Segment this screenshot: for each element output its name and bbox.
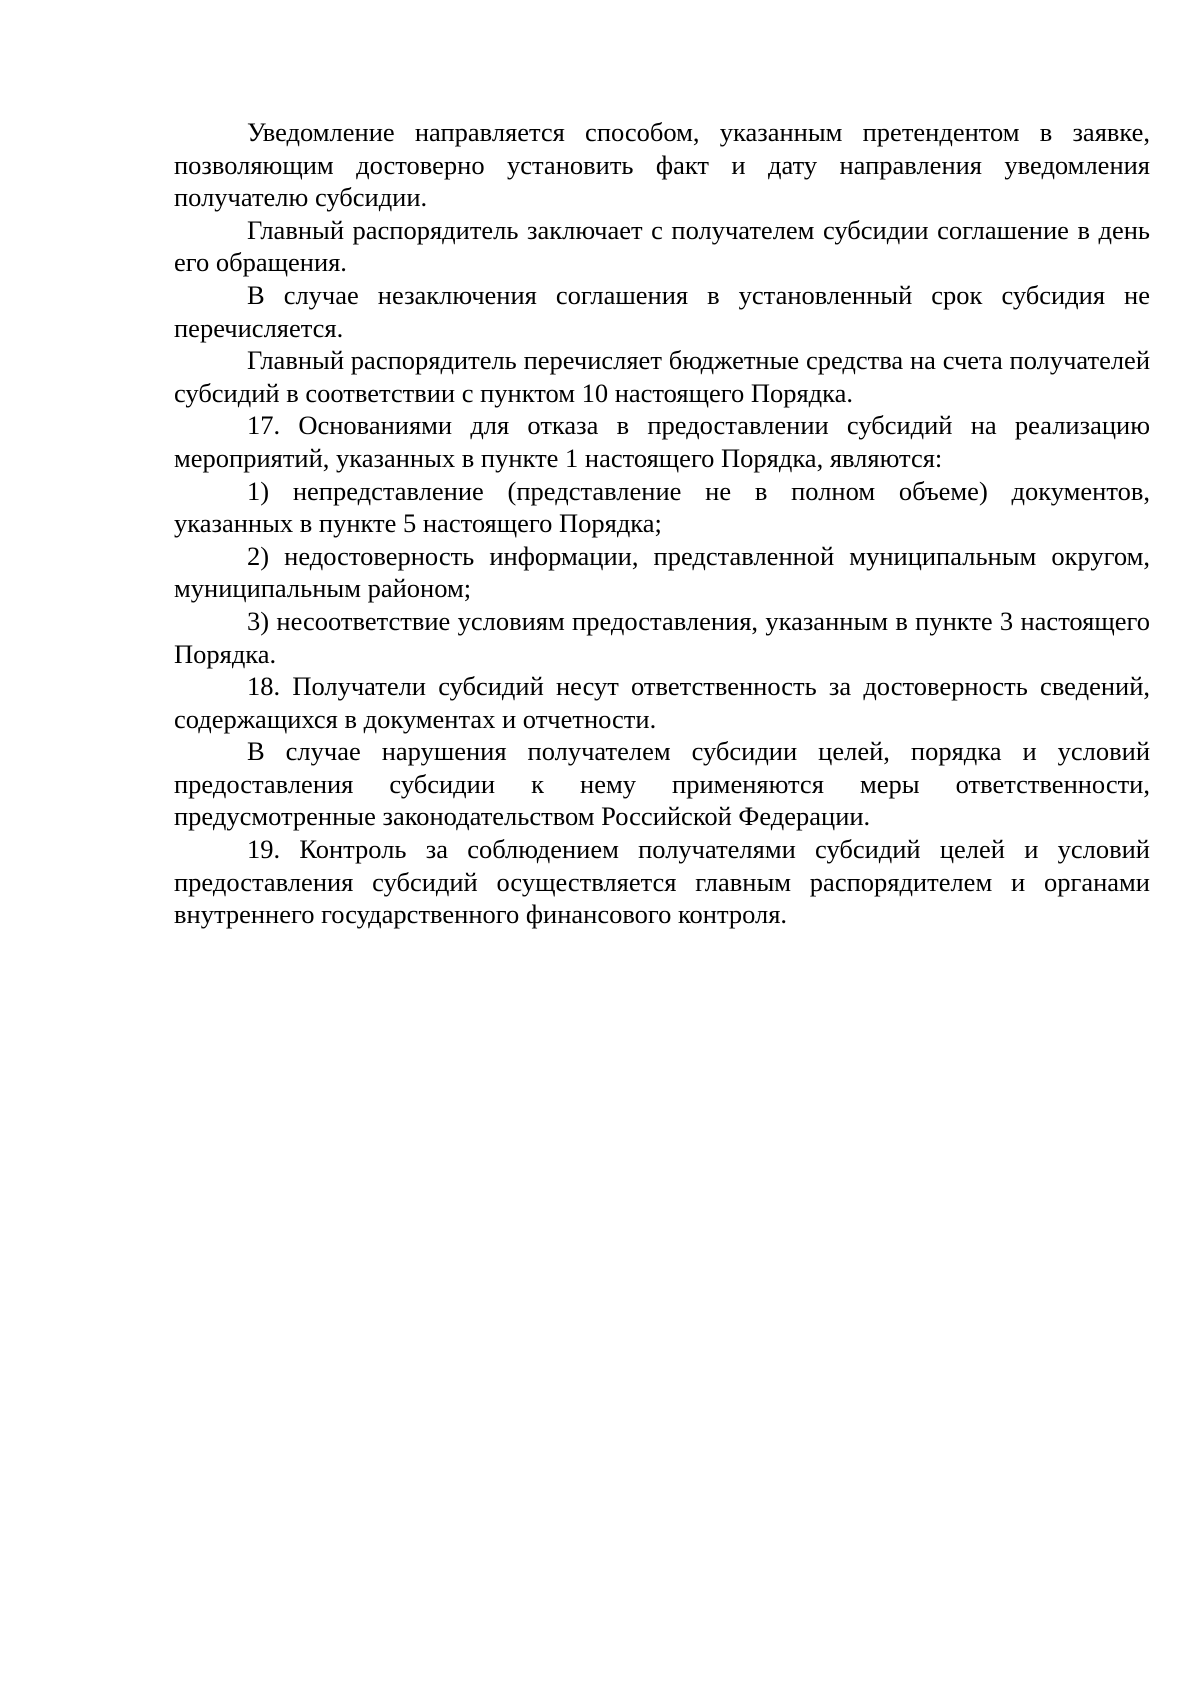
paragraph-violation-measures: В случае нарушения получателем субсидии целей, порядка и условий предоставления субсидии к нему применяются меры ответственности, предусмотренные законодательством Российской Федерации. bbox=[174, 736, 1150, 832]
list-item-3: 3) несоответствие условиям предоставления, указанным в пункте 3 настоящего Порядка. bbox=[174, 605, 1150, 669]
paragraph-notification-method: Уведомление направляется способом, указанным претендентом в заявке, позволяющим достоверно установить факт и дату направления уведомления получателю субсидии. bbox=[174, 117, 1150, 213]
document-body bbox=[174, 116, 1150, 931]
paragraph-17-refusal-grounds: 17. Основаниями для отказа в предоставлении субсидий на реализацию мероприятий, указанных в пункте 1 настоящего Порядка, являются: bbox=[174, 410, 1150, 473]
paragraph-18-responsibility: 18. Получатели субсидий несут ответственность за достоверность сведений, содержащихся в документах и отчетности. bbox=[174, 671, 1150, 734]
paragraph-agreement-conclusion: Главный распорядитель заключает с получателем субсидии соглашение в день его обращения. bbox=[174, 214, 1150, 278]
list-item-2: 2) недостоверность информации, представленной муниципальным округом, муниципальным районом; bbox=[174, 540, 1150, 604]
paragraph-no-agreement: В случае незаключения соглашения в установленный срок субсидия не перечисляется. bbox=[174, 279, 1150, 343]
paragraph-funds-transfer: Главный распорядитель перечисляет бюджетные средства на счета получателей субсидий в соответствии с пунктом 10 настоящего Порядка. bbox=[174, 345, 1150, 408]
list-item-1: 1) непредставление (представление не в полном объеме) документов, указанных в пункте 5 настоящего Порядка; bbox=[174, 475, 1150, 539]
paragraph-19-control: 19. Контроль за соблюдением получателями субсидий целей и условий предоставления субсидий осуществляется главным распорядителем и органами внутреннего государственного финансового контроля. bbox=[174, 834, 1150, 930]
